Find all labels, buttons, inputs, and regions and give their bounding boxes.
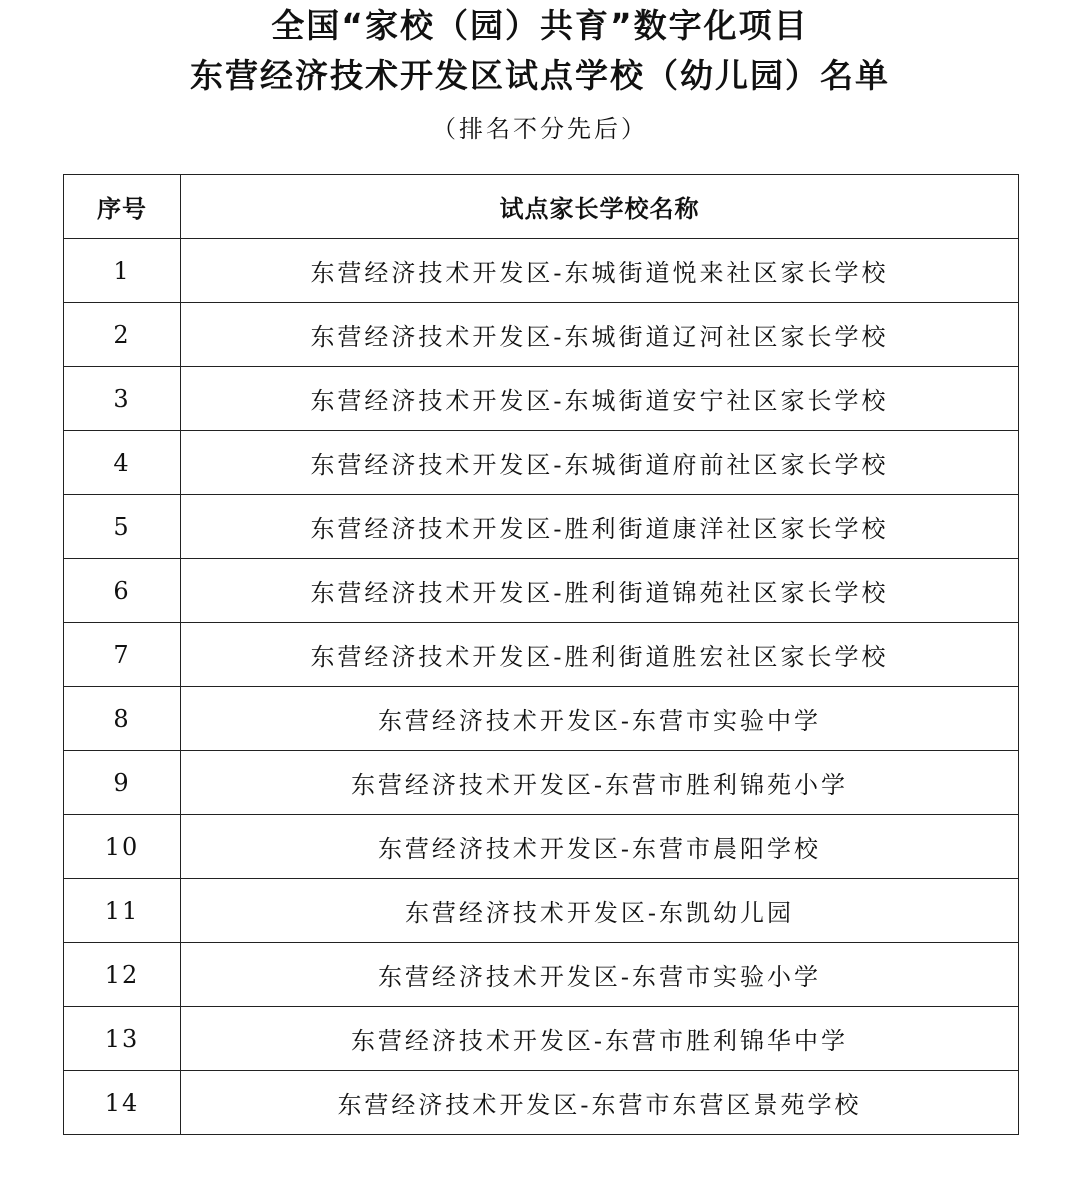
column-header-name: 试点家长学校名称: [181, 175, 1019, 239]
school-list-table: [63, 174, 1019, 1135]
row-number: 2: [64, 303, 181, 367]
table-row: [64, 623, 1019, 687]
row-number: 14: [64, 1071, 181, 1135]
school-name: 东营经济技术开发区-东凯幼儿园: [181, 879, 1019, 943]
school-name: 东营经济技术开发区-东营市东营区景苑学校: [181, 1071, 1019, 1135]
row-number: 1: [64, 239, 181, 303]
row-number: 13: [64, 1007, 181, 1071]
school-name: 东营经济技术开发区-东营市胜利锦华中学: [181, 1007, 1019, 1071]
school-name: 东营经济技术开发区-东城街道安宁社区家长学校: [181, 367, 1019, 431]
table-header-row: [64, 175, 1019, 239]
table-row: [64, 495, 1019, 559]
table-row: [64, 943, 1019, 1007]
school-name: 东营经济技术开发区-东营市晨阳学校: [181, 815, 1019, 879]
school-name: 东营经济技术开发区-东营市实验中学: [181, 687, 1019, 751]
row-number: 6: [64, 559, 181, 623]
row-number: 3: [64, 367, 181, 431]
title-line-2: 东营经济技术开发区试点学校（幼儿园）名单: [190, 56, 890, 95]
column-header-number: 序号: [64, 175, 181, 239]
row-number: 12: [64, 943, 181, 1007]
table-row: [64, 239, 1019, 303]
table-body: [64, 239, 1019, 1135]
table-row: [64, 303, 1019, 367]
school-name: 东营经济技术开发区-胜利街道康洋社区家长学校: [181, 495, 1019, 559]
table-row: [64, 559, 1019, 623]
row-number: 9: [64, 751, 181, 815]
table-row: [64, 687, 1019, 751]
table-row: [64, 751, 1019, 815]
row-number: 10: [64, 815, 181, 879]
table-row: [64, 815, 1019, 879]
school-name: 东营经济技术开发区-胜利街道锦苑社区家长学校: [181, 559, 1019, 623]
row-number: 8: [64, 687, 181, 751]
table-row: [64, 431, 1019, 495]
school-name: 东营经济技术开发区-东城街道辽河社区家长学校: [181, 303, 1019, 367]
school-name: 东营经济技术开发区-东城街道府前社区家长学校: [181, 431, 1019, 495]
school-name: 东营经济技术开发区-东营市实验小学: [181, 943, 1019, 1007]
row-number: 4: [64, 431, 181, 495]
row-number: 5: [64, 495, 181, 559]
table-row: [64, 367, 1019, 431]
school-name: 东营经济技术开发区-东城街道悦来社区家长学校: [181, 239, 1019, 303]
subtitle: （排名不分先后）: [432, 115, 648, 143]
school-name: 东营经济技术开发区-东营市胜利锦苑小学: [181, 751, 1019, 815]
table-row: [64, 1071, 1019, 1135]
table-row: [64, 1007, 1019, 1071]
title-line-1: 全国“家校（园）共育”数字化项目: [271, 6, 809, 45]
row-number: 11: [64, 879, 181, 943]
table-row: [64, 879, 1019, 943]
school-name: 东营经济技术开发区-胜利街道胜宏社区家长学校: [181, 623, 1019, 687]
row-number: 7: [64, 623, 181, 687]
